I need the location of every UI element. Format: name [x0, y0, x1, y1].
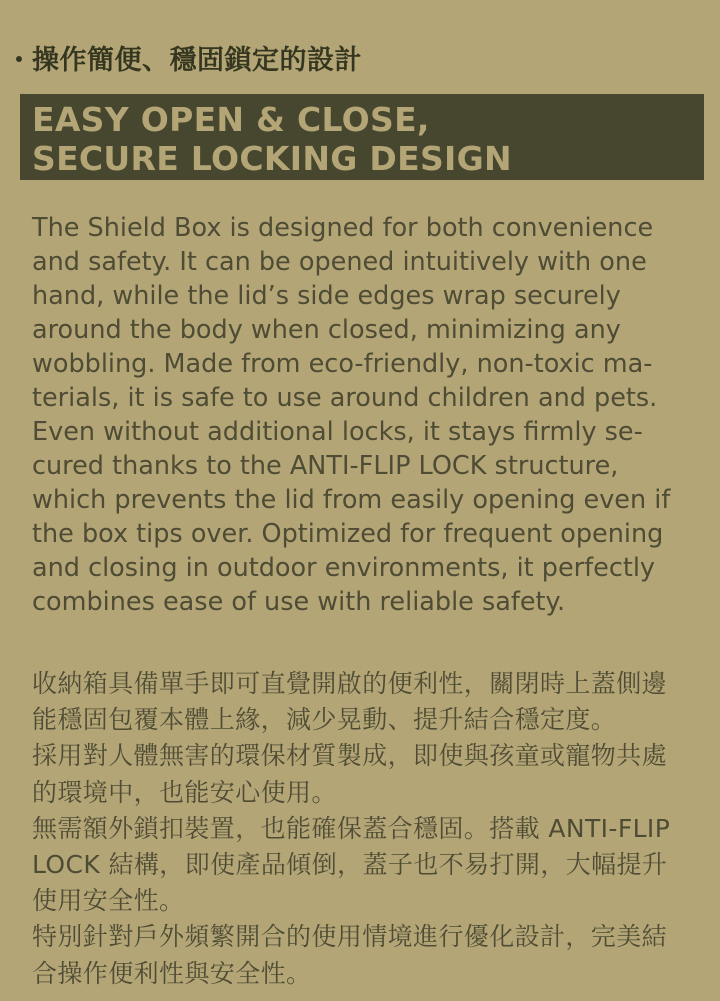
title-banner: [20, 94, 704, 180]
english-text-line: cured thanks to the ANTI-FLIP LOCK structure,: [32, 451, 619, 481]
section-heading-text: 操作簡便、穩固鎖定的設計: [32, 45, 362, 76]
banner-title-line-2: SECURE LOCKING DESIGN: [32, 139, 512, 178]
english-text-line: wobbling. Made from eco-friendly, non-toxic ma-: [32, 349, 653, 379]
chinese-description: [32, 666, 712, 992]
chinese-text-line: 能穩固包覆本體上緣，減少晃動、提升結合穩定度。: [32, 705, 617, 735]
chinese-text-line: 使用安全性。: [32, 886, 185, 916]
english-text-line: and safety. It can be opened intuitively with one: [32, 247, 647, 277]
english-text-line: and closing in outdoor environments, it perfectly: [32, 553, 656, 583]
chinese-text-line: 特別針對戶外頻繁開合的使用情境進行優化設計，完美結: [32, 922, 668, 952]
chinese-text-line: 採用對人體無害的環保材質製成，即使與孩童或寵物共處: [32, 741, 668, 771]
english-text-line: combines ease of use with reliable safety.: [32, 587, 566, 617]
chinese-text-line: 的環境中，也能安心使用。: [32, 777, 337, 807]
english-text-line: terials, it is safe to use around children and pets.: [32, 383, 658, 413]
english-text-line: which prevents the lid from easily opening even if: [32, 485, 671, 515]
chinese-text-line: 合操作便利性與安全性。: [32, 958, 312, 988]
english-text-line: around the body when closed, minimizing any: [32, 315, 621, 345]
english-text-line: The Shield Box is designed for both convenience: [32, 213, 654, 243]
chinese-text-line: 收納箱具備單手即可直覺開啟的便利性，關閉時上蓋側邊: [32, 669, 668, 698]
english-text-line: hand, while the lid’s side edges wrap securely: [32, 281, 621, 311]
english-text-line: Even without additional locks, it stays firmly se-: [32, 417, 643, 447]
chinese-text-line: 無需額外鎖扣裝置，也能確保蓋合穩固。搭載 ANTI-FLIP: [32, 813, 671, 843]
section-heading: [16, 38, 362, 77]
english-description: [32, 211, 712, 619]
banner-title-line-1: EASY OPEN & CLOSE,: [32, 100, 430, 139]
bullet-dot-icon: [16, 56, 22, 62]
english-text-line: the box tips over. Optimized for frequent opening: [32, 519, 664, 549]
chinese-text-line: LOCK 結構，即使產品傾倒，蓋子也不易打開，大幅提升: [32, 850, 668, 880]
